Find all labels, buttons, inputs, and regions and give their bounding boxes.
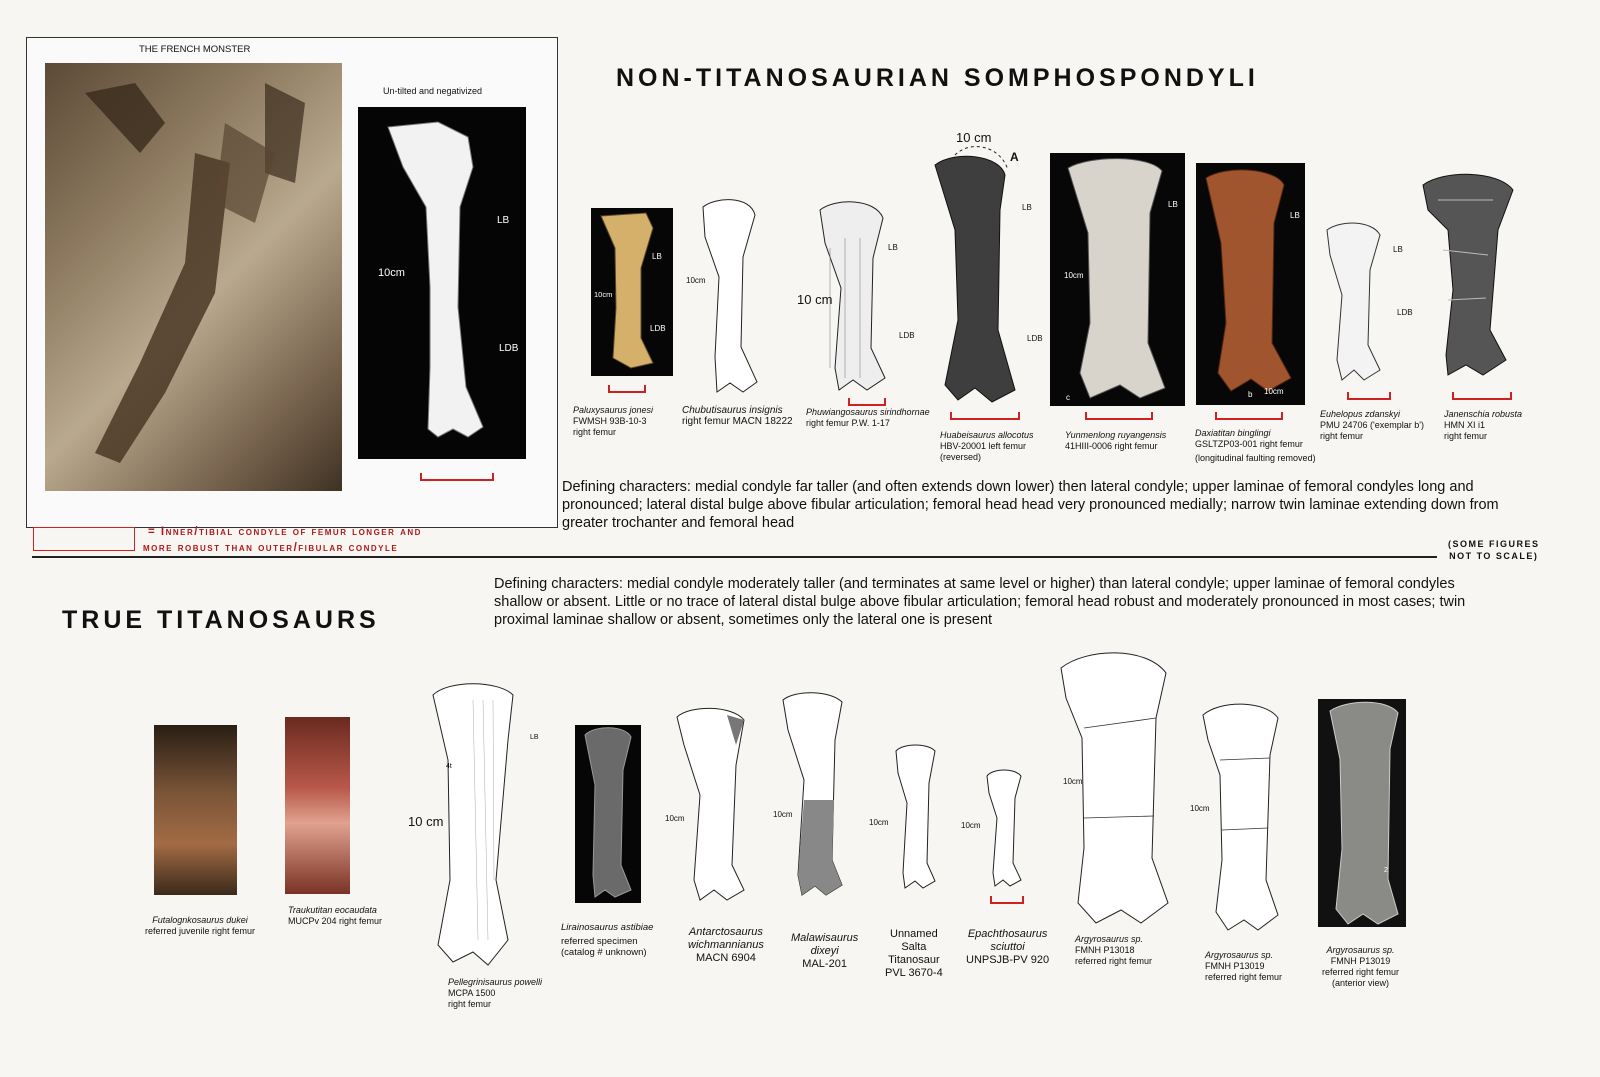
specimen-euhelopus-drawing bbox=[1322, 220, 1392, 385]
specimen-catalog: right femur MACN 18222 bbox=[682, 416, 793, 427]
specimen-name: Argyrosaurus sp. bbox=[1205, 950, 1274, 960]
specimen-catalog: MACN 6904 bbox=[695, 952, 756, 964]
specimen-phuwiangosaurus-caption bbox=[806, 407, 930, 429]
specimen-name-2: dixeyi bbox=[810, 945, 839, 957]
french-monster-panel bbox=[26, 37, 558, 528]
specimen-name: Unnamed bbox=[890, 928, 938, 940]
specimen-name: Pellegrinisaurus powelli bbox=[448, 977, 543, 987]
scale-note-line-2: NOT TO SCALE) bbox=[1449, 551, 1539, 561]
specimen-name: Huabeisaurus allocotus bbox=[940, 430, 1034, 440]
specimen-note: right femur bbox=[448, 999, 492, 1009]
scale-label: 10cm bbox=[1264, 387, 1284, 396]
femur-negative-drawing bbox=[358, 107, 526, 459]
specimen-note: right femur bbox=[1444, 431, 1488, 441]
scale-label: 10cm bbox=[1064, 271, 1084, 280]
specimen-name: Lirainosaurus astibiae bbox=[561, 922, 654, 933]
french-monster-photo bbox=[45, 63, 342, 491]
condyle-bracket bbox=[1347, 392, 1391, 400]
specimen-catalog: Titanosaur bbox=[888, 954, 940, 966]
specimen-note: (catalog # unknown) bbox=[561, 947, 647, 958]
specimen-catalog: referred specimen bbox=[561, 936, 638, 947]
scale-label: 10cm bbox=[686, 276, 706, 285]
figure-letter-b: b bbox=[1248, 390, 1253, 399]
specimen-huabeisaurus-drawing bbox=[930, 150, 1025, 405]
condyle-bracket bbox=[990, 896, 1024, 904]
lb-label: LB bbox=[1022, 203, 1032, 212]
scale-label: 10cm bbox=[594, 290, 613, 299]
specimen-argyrosaurus-13018-caption bbox=[1075, 934, 1152, 967]
condyle-bracket bbox=[950, 412, 1020, 420]
specimen-catalog: FMNH P13019 bbox=[1330, 956, 1391, 966]
top-heading: NON-TITANOSAURIAN SOMPHOSPONDYLI bbox=[616, 64, 1259, 92]
specimen-argyrosaurus-13018-drawing bbox=[1056, 648, 1176, 926]
specimen-name: Daxiatitan binglingi bbox=[1195, 428, 1271, 438]
scale-label: 10cm bbox=[961, 821, 981, 830]
specimen-antarctosaurus-caption bbox=[688, 926, 764, 965]
specimen-name: Janenschia robusta bbox=[1444, 409, 1523, 419]
lb-label: LB bbox=[652, 252, 662, 261]
negative-femur-image bbox=[358, 107, 526, 459]
specimen-lirainosaurus-image bbox=[575, 725, 641, 903]
specimen-note: (longitudinal faulting removed) bbox=[1195, 453, 1316, 463]
specimen-view: (anterior view) bbox=[1332, 978, 1390, 988]
femur-drawing bbox=[575, 725, 641, 903]
specimen-lirainosaurus-caption bbox=[561, 922, 653, 958]
scale-label: 10cm bbox=[378, 267, 405, 279]
lb-label: LB bbox=[1290, 211, 1300, 220]
slab-fossil-drawing bbox=[45, 63, 342, 491]
specimen-malawisaurus-drawing bbox=[780, 690, 850, 900]
scale-label: 10cm bbox=[1063, 777, 1083, 786]
specimen-name: Malawisaurus bbox=[791, 932, 859, 944]
ldb-label: LDB bbox=[650, 324, 666, 333]
specimen-catalog: MUCPv 204 right femur bbox=[288, 916, 383, 926]
specimen-catalog: FMNH P13018 bbox=[1075, 945, 1135, 955]
ldb-label: LDB bbox=[499, 343, 519, 354]
specimen-chubutisaurus-drawing bbox=[695, 197, 775, 397]
condyle-bracket bbox=[608, 385, 646, 393]
specimen-note: right femur bbox=[573, 427, 617, 437]
scale-label: 10 cm bbox=[408, 814, 444, 829]
specimen-note: referred right femur bbox=[1205, 972, 1283, 982]
specimen-catalog: PMU 24706 ('exemplar b') bbox=[1320, 420, 1424, 430]
figure-number: 4t bbox=[446, 763, 452, 770]
specimen-traukutitan-image bbox=[285, 717, 350, 894]
specimen-name: Epachthosaurus bbox=[967, 928, 1048, 940]
condyle-bracket bbox=[420, 473, 494, 481]
specimen-yunmenlong-caption bbox=[1065, 430, 1166, 452]
specimen-paluxysaurus-caption bbox=[573, 405, 653, 438]
specimen-catalog: right femur P.W. 1-17 bbox=[806, 418, 890, 428]
specimen-note: right femur bbox=[1320, 431, 1364, 441]
legend-line-2: more robust than outer/fibular condyle bbox=[143, 542, 399, 554]
specimen-daxiatitan-caption bbox=[1195, 428, 1316, 464]
scale-label: 10cm bbox=[665, 814, 685, 823]
specimen-janenschia-caption bbox=[1444, 409, 1522, 442]
specimen-epachthosaurus-caption bbox=[966, 928, 1049, 967]
specimen-name: Futalognkosaurus dukei bbox=[152, 915, 248, 925]
specimen-name: Chubutisaurus insignis bbox=[682, 405, 783, 416]
specimen-traukutitan-caption bbox=[288, 905, 382, 927]
specimen-salta-drawing bbox=[893, 743, 943, 893]
legend-swatch bbox=[33, 527, 135, 551]
negative-label: Un-tilted and negativized bbox=[383, 86, 483, 96]
specimen-salta-caption bbox=[885, 928, 943, 980]
specimen-name: Phuwiangosaurus sirindhornae bbox=[806, 407, 930, 417]
specimen-argyrosaurus-anterior-image bbox=[1318, 699, 1406, 927]
scale-label: 10cm bbox=[1190, 804, 1210, 813]
specimen-pellegrinisaurus-caption bbox=[448, 977, 542, 1010]
scale-label: 10 cm bbox=[956, 130, 992, 145]
specimen-catalog: UNPSJB-PV 920 bbox=[966, 954, 1050, 966]
condyle-bracket bbox=[1452, 392, 1512, 400]
figure-number: 2 bbox=[1384, 867, 1388, 874]
specimen-catalog: MCPA 1500 bbox=[448, 988, 496, 998]
lb-label: LB bbox=[1393, 245, 1403, 254]
specimen-futalognkosaurus-caption bbox=[145, 915, 255, 937]
specimen-name-2: wichmannianus bbox=[688, 939, 764, 951]
top-defining-characters: Defining characters: medial condyle far taller (and often extends down lower) then lateral condyle; upper laminae of femoral condyles long and pronounced; lateral distal bulge above fibular articulation; femoral head head very pronounced medially; narrow twin laminae extending down from greater trochanter and femoral head bbox=[562, 479, 1499, 531]
specimen-argyrosaurus-13019-caption bbox=[1205, 950, 1282, 983]
specimen-name: Yunmenlong ruyangensis bbox=[1065, 430, 1167, 440]
lb-label: LB bbox=[1168, 200, 1178, 209]
lb-label: LB bbox=[888, 243, 898, 252]
specimen-catalog: referred juvenile right femur bbox=[145, 926, 256, 936]
specimen-note: referred right femur bbox=[1075, 956, 1153, 966]
condyle-bracket bbox=[1215, 412, 1283, 420]
specimen-name: Euhelopus zdanskyi bbox=[1320, 409, 1401, 419]
ldb-label: LDB bbox=[1027, 334, 1043, 343]
figure-letter-a: A bbox=[1010, 150, 1019, 164]
condyle-bracket bbox=[848, 398, 886, 406]
specimen-antarctosaurus-drawing bbox=[672, 705, 757, 905]
specimen-catalog: HMN XI i1 bbox=[1444, 420, 1486, 430]
specimen-huabeisaurus-caption bbox=[940, 430, 1034, 463]
specimen-futalognkosaurus-image bbox=[154, 725, 237, 895]
scale-label: 10 cm bbox=[797, 292, 833, 307]
specimen-name: Traukutitan eocaudata bbox=[288, 905, 377, 915]
ldb-label: LDB bbox=[1397, 308, 1413, 317]
specimen-name: Argyrosaurus sp. bbox=[1075, 934, 1144, 944]
scale-note bbox=[1448, 538, 1540, 562]
panel-title: THE FRENCH MONSTER bbox=[139, 44, 251, 55]
specimen-note: (reversed) bbox=[940, 452, 982, 462]
bottom-heading: TRUE TITANOSAURS bbox=[62, 606, 380, 634]
specimen-catalog: MAL-201 bbox=[802, 958, 847, 970]
specimen-paluxysaurus-image bbox=[591, 208, 673, 376]
ldb-label: LDB bbox=[899, 331, 915, 340]
bottom-defining-characters: Defining characters: medial condyle moderately taller (and terminates at same level or higher) than lateral condyle; upper laminae of femoral condyles shallow or absent. Little or no trace of lateral distal bulge above fibular articulation; femoral head robust and moderately pronounced in most cases; twin proximal laminae shallow or absent, sometimes only the lateral one is present bbox=[494, 576, 1466, 628]
specimen-name: Argyrosaurus sp. bbox=[1326, 945, 1395, 955]
specimen-chubutisaurus-caption bbox=[682, 405, 793, 427]
specimen-name-2: sciuttoi bbox=[990, 941, 1025, 953]
specimen-argyrosaurus-13019-drawing bbox=[1200, 700, 1285, 935]
specimen-yunmenlong-image bbox=[1050, 153, 1185, 406]
femur-drawing bbox=[1196, 163, 1305, 405]
scale-note-line-1: (SOME FIGURES bbox=[1448, 539, 1540, 549]
lb-label: LB bbox=[497, 215, 510, 226]
specimen-catalog: FWMSH 93B-10-3 bbox=[573, 416, 647, 426]
specimen-catalog: GSLTZP03-001 right femur bbox=[1195, 439, 1303, 449]
femur-drawing bbox=[1318, 699, 1406, 927]
specimen-note: PVL 3670-4 bbox=[885, 967, 943, 979]
lb-label: LB bbox=[530, 734, 539, 741]
specimen-argyrosaurus-anterior-caption bbox=[1322, 945, 1399, 989]
specimen-name: Antarctosaurus bbox=[688, 926, 763, 938]
specimen-malawisaurus-caption bbox=[791, 932, 858, 971]
scale-label: 10cm bbox=[869, 818, 889, 827]
specimen-catalog: 41HIII-0006 right femur bbox=[1065, 441, 1158, 451]
scale-label: 10cm bbox=[773, 810, 793, 819]
figure-letter-c: c bbox=[1066, 393, 1070, 402]
specimen-epachthosaurus-drawing bbox=[985, 768, 1027, 890]
specimen-name: Paluxysaurus jonesi bbox=[573, 405, 654, 415]
specimen-catalog: FMNH P13019 bbox=[1205, 961, 1265, 971]
condyle-bracket bbox=[1085, 412, 1153, 420]
specimen-note: referred right femur bbox=[1322, 967, 1400, 977]
specimen-name-2: Salta bbox=[901, 941, 927, 953]
section-divider bbox=[32, 556, 1437, 558]
specimen-daxiatitan-image bbox=[1196, 163, 1305, 405]
specimen-catalog: HBV-20001 left femur bbox=[940, 441, 1027, 451]
specimen-euhelopus-caption bbox=[1320, 409, 1424, 442]
specimen-janenschia-drawing bbox=[1418, 170, 1518, 385]
legend-line-1: = Inner/tibial condyle of femur longer and bbox=[148, 526, 422, 538]
